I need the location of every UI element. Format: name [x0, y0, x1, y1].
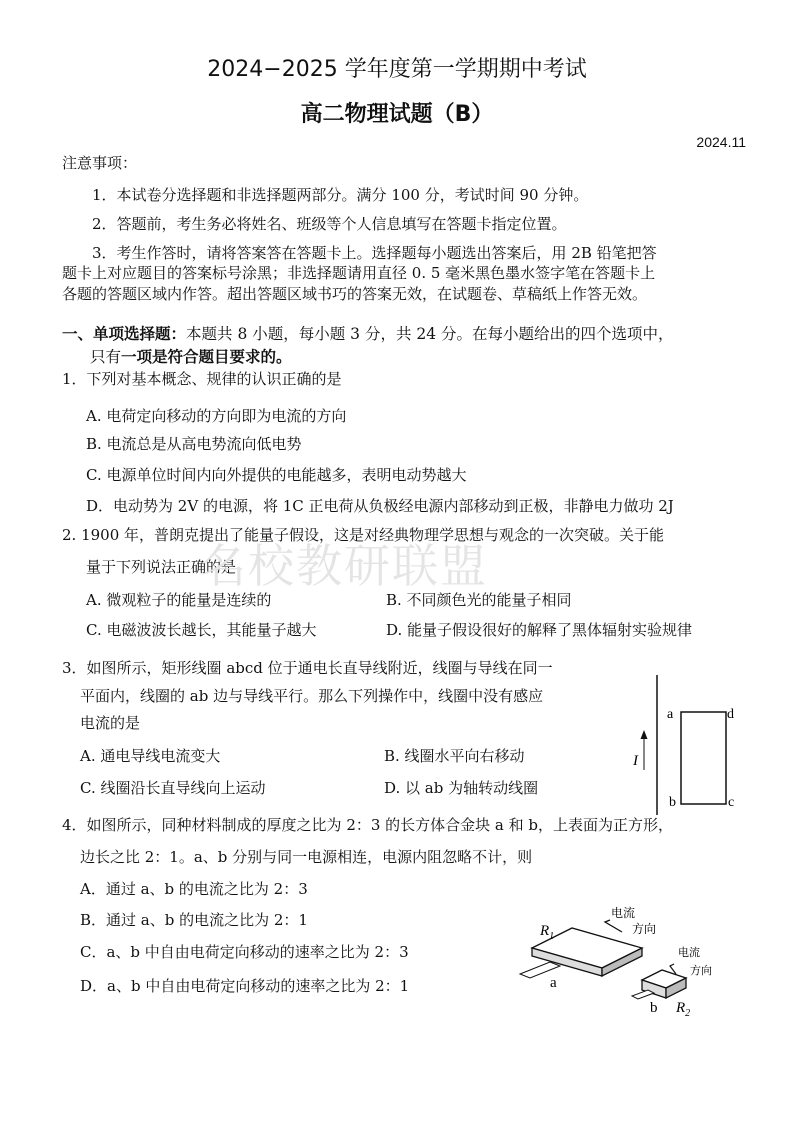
current-label-2: 电流	[678, 946, 700, 959]
section-line2-bold: 一项是符合题目要求的。	[121, 347, 292, 366]
label-R2-sub: 2	[685, 1008, 691, 1019]
label-R1	[539, 923, 554, 942]
current-arrow-1	[605, 920, 622, 932]
section-line2-prefix: 只有	[90, 348, 122, 366]
watermark: 名校教研联盟	[200, 539, 488, 593]
label-b: b	[669, 795, 676, 810]
label-b-block: b	[650, 1000, 658, 1016]
direction-label-2: 方向	[690, 964, 712, 977]
label-I: I	[633, 753, 638, 769]
q2-option-a: A. 微观粒子的能量是连续的	[86, 591, 272, 609]
q4-figure	[510, 900, 740, 1020]
q3-stem-line3: 电流的是	[80, 714, 141, 732]
notice-item-3-line1: 3．考生作答时，请将答案答在答题卡上。选择题每小题选出答案后，用 2B 铅笔把答	[92, 244, 657, 262]
q1-option-b: B. 电流总是从高电势流向低电势	[86, 435, 302, 453]
q4-stem-line1: 4．如图所示，同种材料制成的厚度之比为 2：3 的长方体合金块 a 和 b，上表面为正方形，	[62, 816, 674, 834]
q4-option-c: C．a、b 中自由电荷定向移动的速率之比为 2：3	[80, 943, 409, 961]
q3-stem-line1: 3．如图所示，矩形线圈 abcd 位于通电长直导线附近，线圈与导线在同一	[62, 659, 553, 677]
q3-option-c: C. 线圈沿长直导线向上运动	[80, 779, 266, 797]
current-label-1: 电流	[611, 906, 636, 920]
label-a-block: a	[550, 975, 557, 991]
q4-option-d: D．a、b 中自由电荷定向移动的速率之比为 2：1	[80, 977, 410, 995]
q3-option-b: B. 线圈水平向右移动	[384, 747, 525, 765]
label-R1-sub: 1	[549, 931, 555, 942]
q3-figure	[625, 670, 755, 820]
q2-option-b: B. 不同颜色光的能量子相同	[386, 591, 572, 609]
notice-item-1: 1．本试卷分选择题和非选择题两部分。满分 100 分，考试时间 90 分钟。	[92, 186, 589, 204]
q1-option-a: A. 电荷定向移动的方向即为电流的方向	[86, 407, 347, 425]
q3-option-a: A. 通电导线电流变大	[80, 747, 221, 765]
label-a: a	[667, 707, 674, 722]
exam-subtitle: 高二物理试题（B）	[300, 102, 494, 127]
q2-stem-line2: 量于下列说法正确的是	[86, 558, 237, 576]
notice-item-3-line3: 各题的答题区域内作答。超出答题区域书巧的答案无效，在试题卷、草稿纸上作答无效。	[62, 285, 648, 303]
q4-option-a: A．通过 a、b 的电流之比为 2：3	[80, 880, 308, 898]
q2-option-d: D. 能量子假设很好的解释了黑体辐射实验规律	[386, 621, 693, 639]
q4-stem-line2: 边长之比 2：1。a、b 分别与同一电源相连，电源内阻忽略不计，则	[80, 848, 533, 866]
notice-item-2: 2．答题前，考生务必将姓名、班级等个人信息填写在答题卡指定位置。	[92, 215, 567, 233]
section-label: 一、单项选择题：	[62, 324, 187, 343]
direction-label-1: 方向	[632, 922, 657, 936]
q3-stem-line2: 平面内，线圈的 ab 边与导线平行。那么下列操作中，线圈中没有感应	[80, 687, 544, 705]
label-d: d	[727, 707, 734, 722]
q1-option-d: D．电动势为 2V 的电源，将 1C 正电荷从负极经电源内部移动到正极，非静电力做功 2J	[86, 497, 674, 515]
current-arrow-head	[641, 730, 648, 739]
section-heading	[62, 322, 674, 344]
label-c: c	[728, 795, 735, 810]
exam-title: 2024−2025 学年度第一学期期中考试	[207, 57, 587, 82]
q1-option-c: C. 电源单位时间内向外提供的电能越多，表明电动势越大	[86, 466, 467, 484]
label-R2-letter: R	[676, 1000, 686, 1016]
label-R1-letter: R	[540, 923, 550, 939]
notice-item-3-line2: 题卡上对应题目的答案标号涂黑；非选择题请用直径 0. 5 毫米黑色墨水签字笔在答题卡上	[62, 264, 656, 282]
section-desc: 本题共 8 小题，每小题 3 分，共 24 分。在每小题给出的四个选项中，	[186, 325, 674, 343]
lead-b	[632, 990, 654, 999]
q2-stem-line1: 2. 1900 年，普朗克提出了能量子假设，这是对经典物理学思想与观念的一次突破。关于能	[62, 526, 665, 544]
q2-option-c: C. 电磁波波长越长，其能量子越大	[86, 621, 317, 639]
q3-option-d: D. 以 ab 为轴转动线圈	[384, 779, 539, 797]
label-R2	[675, 1000, 690, 1019]
section-heading-line2	[90, 345, 292, 367]
q4-option-b: B．通过 a、b 的电流之比为 2：1	[80, 911, 308, 929]
notice-heading: 注意事项：	[62, 154, 138, 172]
q1-stem: 1．下列对基本概念、规律的认识正确的是	[62, 370, 342, 388]
exam-date: 2024.11	[696, 134, 746, 150]
coil-rect	[681, 712, 726, 804]
